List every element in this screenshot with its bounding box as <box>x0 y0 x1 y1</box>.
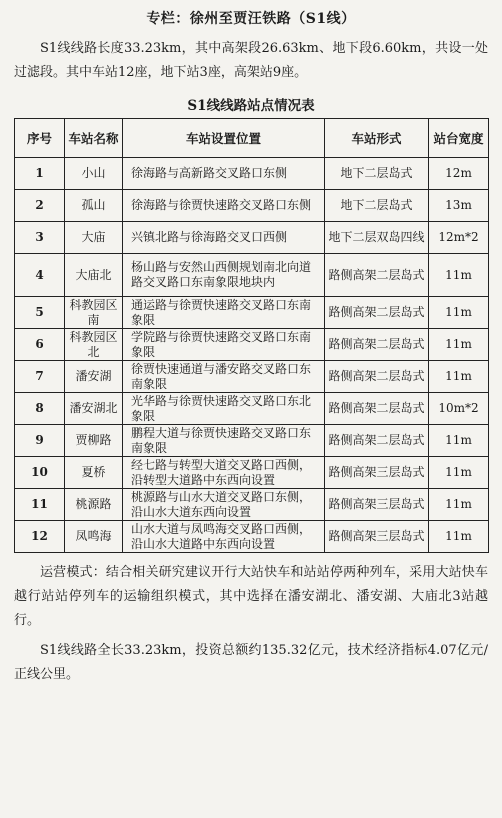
cell-no: 11 <box>15 489 65 521</box>
table-row <box>15 158 489 190</box>
cell-no: 4 <box>15 254 65 297</box>
cell-width: 11m <box>429 254 489 297</box>
cell-width: 13m <box>429 190 489 222</box>
cell-form: 地下二层双岛四线 <box>325 222 429 254</box>
cell-location: 山水大道与凤鸣海交叉路口西侧，沿山水大道路中东西向设置 <box>123 521 325 553</box>
cell-no: 3 <box>15 222 65 254</box>
cell-width: 12m*2 <box>429 222 489 254</box>
station-table <box>14 118 489 553</box>
cell-location: 学院路与徐贾快速路交叉路口东南象限 <box>123 329 325 361</box>
cell-name: 大庙 <box>65 222 123 254</box>
table-header-row <box>15 119 489 158</box>
cell-width: 12m <box>429 158 489 190</box>
cell-width: 11m <box>429 329 489 361</box>
table-row <box>15 297 489 329</box>
table-title: S1线线路站点情况表 <box>187 98 315 114</box>
cell-no: 5 <box>15 297 65 329</box>
cell-form: 路侧高架二层岛式 <box>325 425 429 457</box>
table-row <box>15 361 489 393</box>
section-title: 专栏：徐州至贾汪铁路（S1线） <box>146 11 356 27</box>
cell-location: 徐海路与徐贾快速路交叉路口东侧 <box>123 190 325 222</box>
table-row <box>15 393 489 425</box>
cell-location: 杨山路与安然山西侧规划南北向道路交叉路口东南象限地块内 <box>123 254 325 297</box>
cell-no: 8 <box>15 393 65 425</box>
cell-name: 孤山 <box>65 190 123 222</box>
cell-form: 路侧高架二层岛式 <box>325 393 429 425</box>
table-row <box>15 521 489 553</box>
cell-name: 夏桥 <box>65 457 123 489</box>
header-no: 序号 <box>15 119 65 158</box>
cell-width: 11m <box>429 361 489 393</box>
cell-form: 路侧高架三层岛式 <box>325 489 429 521</box>
table-row <box>15 190 489 222</box>
cell-form: 路侧高架三层岛式 <box>325 521 429 553</box>
cell-no: 1 <box>15 158 65 190</box>
header-name: 车站名称 <box>65 119 123 158</box>
cell-name: 贾柳路 <box>65 425 123 457</box>
header-width: 站台宽度 <box>429 119 489 158</box>
cell-location: 徐贾快速通道与潘安路交叉路口东南象限 <box>123 361 325 393</box>
cell-location: 徐海路与高新路交叉路口东侧 <box>123 158 325 190</box>
cell-form: 路侧高架二层岛式 <box>325 329 429 361</box>
cell-name: 科教园区南 <box>65 297 123 329</box>
cell-location: 经七路与转型大道交叉路口西侧，沿转型大道路中东西向设置 <box>123 457 325 489</box>
cell-no: 6 <box>15 329 65 361</box>
cell-name: 凤鸣海 <box>65 521 123 553</box>
intro-paragraph: S1线线路长度33.23km，其中高架段26.63km、地下段6.60km，共设一处过滤段。其中车站12座，地下站3座，高架站9座。 <box>14 41 488 80</box>
cell-width: 11m <box>429 489 489 521</box>
header-location: 车站设置位置 <box>123 119 325 158</box>
cell-name: 科教园区北 <box>65 329 123 361</box>
cell-width: 11m <box>429 425 489 457</box>
cell-name: 小山 <box>65 158 123 190</box>
cell-form: 地下二层岛式 <box>325 158 429 190</box>
table-row <box>15 329 489 361</box>
cell-location: 兴镇北路与徐海路交叉口西侧 <box>123 222 325 254</box>
cell-name: 潘安湖 <box>65 361 123 393</box>
cell-no: 9 <box>15 425 65 457</box>
cell-form: 路侧高架三层岛式 <box>325 457 429 489</box>
cell-location: 通运路与徐贾快速路交叉路口东南象限 <box>123 297 325 329</box>
cell-no: 7 <box>15 361 65 393</box>
cell-location: 鹏程大道与徐贾快速路交叉路口东南象限 <box>123 425 325 457</box>
table-row <box>15 222 489 254</box>
header-form: 车站形式 <box>325 119 429 158</box>
cell-location: 光华路与徐贾快速路交叉路口东北象限 <box>123 393 325 425</box>
cell-form: 路侧高架二层岛式 <box>325 254 429 297</box>
cell-name: 桃源路 <box>65 489 123 521</box>
cell-no: 12 <box>15 521 65 553</box>
cell-name: 潘安湖北 <box>65 393 123 425</box>
table-row <box>15 425 489 457</box>
summary-paragraph: S1线线路全长33.23km，投资总额约135.32亿元，技术经济指标4.07亿元/正线公里。 <box>14 643 488 682</box>
cell-width: 10m*2 <box>429 393 489 425</box>
cell-form: 地下二层岛式 <box>325 190 429 222</box>
table-row <box>15 457 489 489</box>
table-row <box>15 489 489 521</box>
cell-width: 11m <box>429 521 489 553</box>
cell-location: 桃源路与山水大道交叉路口东侧，沿山水大道东西向设置 <box>123 489 325 521</box>
table-row <box>15 254 489 297</box>
cell-form: 路侧高架二层岛式 <box>325 297 429 329</box>
cell-no: 10 <box>15 457 65 489</box>
operation-paragraph: 运营模式：结合相关研究建议开行大站快车和站站停两种列车，采用大站快车越行站站停列车的运输组织模式，其中选择在潘安湖北、潘安湖、大庙北3站越行。 <box>14 565 488 628</box>
cell-no: 2 <box>15 190 65 222</box>
cell-name: 大庙北 <box>65 254 123 297</box>
cell-form: 路侧高架二层岛式 <box>325 361 429 393</box>
cell-width: 11m <box>429 297 489 329</box>
cell-width: 11m <box>429 457 489 489</box>
